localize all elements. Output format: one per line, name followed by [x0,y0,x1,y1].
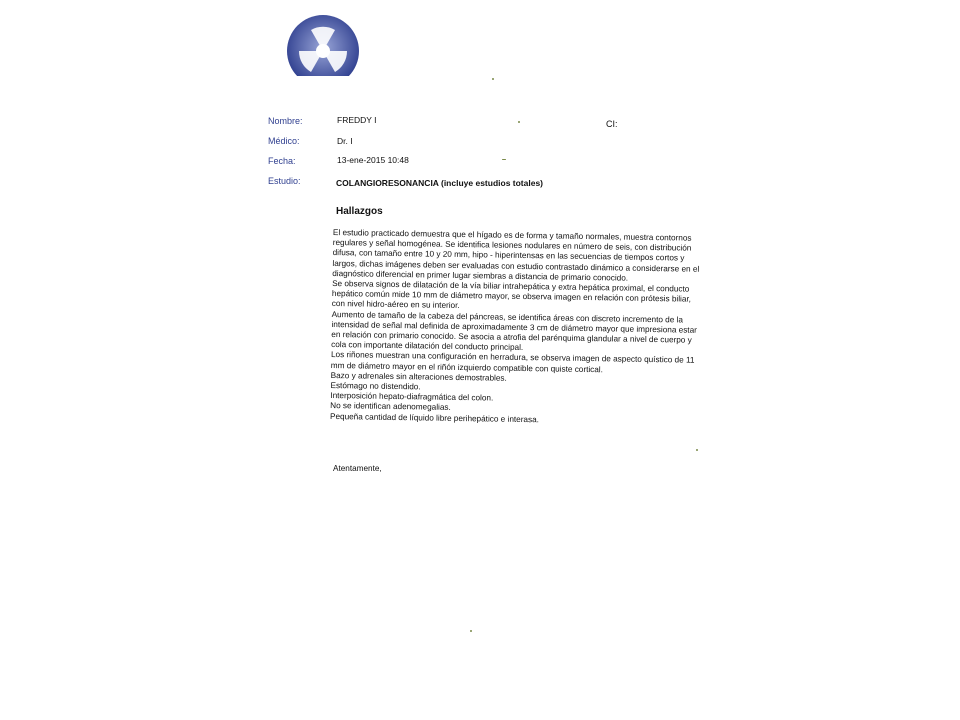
name-label: Nombre: [268,116,303,126]
findings-heading: Hallazgos [336,206,383,217]
finding-paragraph: Bazo y adrenales sin alteraciones demostrables. [330,370,507,383]
finding-paragraph: Aumento de tamaño de la cabeza del páncreas, se identifica áreas con discreto incremento de la intensidad de señal mal definida de aproximadamente 3 cm de diámetro mayor que impresiona estar en relación con primario conocido. Se asocia a atrofia del parénquima glandular a nivel de cuerpo y cola con importante dilatación del conducto principal. [331,309,697,353]
scan-speck [470,630,472,632]
finding-paragraph: Estómago no distendido. [330,381,421,392]
closing-text: Atentamente, [333,464,382,473]
scan-speck [518,121,520,123]
finding-paragraph: Pequeña cantidad de líquido libre perihepático e interasa. [329,411,540,424]
doctor-name: Dr. I [337,136,353,146]
finding-paragraph: El estudio practicado demuestra que el hígado es de forma y tamaño normales, muestra contornos regulares y señal homogénea. Se identifica lesiones nodulares en número de seis, con distribución difusa, con tamaño entre 10 y 20 mm, hipo - hiperintensas en las secuencias de tiempos cortos y largos, dichas imágenes deben ser evaluadas con estudio contrastado dinámico a considerarse en el diagnóstico diferencial en primer lugar siembras a distancia de primario conocido. [332,228,700,283]
date-label: Fecha: [268,156,296,166]
finding-paragraph: Se observa signos de dilatación de la vía biliar intrahepática y extra hepática proximal, el conducto hepático común mide 10 mm de diámetro mayor, se observa imagen en relación con prótesis biliar, con nivel hidro-aéreo en su interior. [331,279,692,311]
doctor-label: Médico: [268,136,300,146]
study-label: Estudio: [268,176,301,186]
scan-speck [492,78,494,80]
scan-speck [502,159,506,160]
scan-speck [696,449,698,451]
patient-name: FREDDY I [337,115,377,125]
findings-body [330,228,705,428]
finding-paragraph: No se identifican adenomegalias. [330,401,451,413]
study-name: COLANGIORESONANCIA (incluye estudios totales) [336,178,544,188]
finding-paragraph: Los riñones muestran una configuración en herradura, se observa imagen de aspecto quístico de 11 mm de diámetro mayor en el riñón izquierdo compatible con quiste cortical. [330,350,695,374]
ci-label: CI: [606,119,618,129]
radiation-symbol-icon [286,14,360,76]
study-date: 13-ene-2015 10:48 [337,155,409,165]
finding-paragraph: Interposición hepato-diafragmática del colon. [330,391,494,403]
